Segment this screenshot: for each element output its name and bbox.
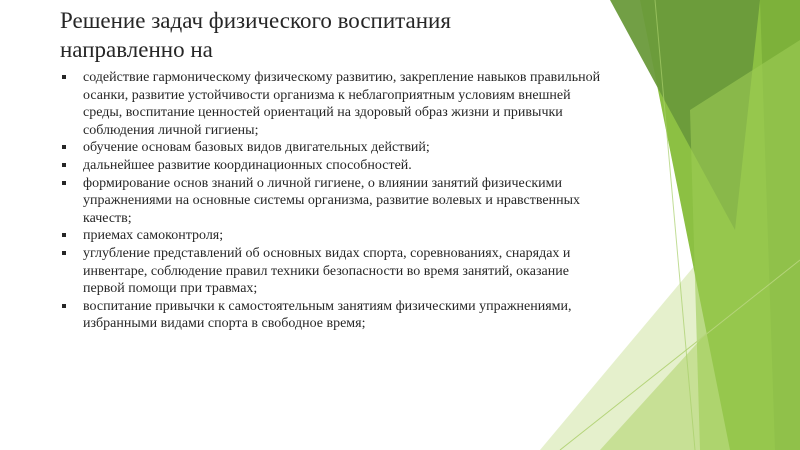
bullet-marker bbox=[62, 163, 66, 167]
slide-title bbox=[60, 6, 620, 64]
bullet-marker bbox=[62, 251, 66, 255]
list-item bbox=[62, 298, 602, 333]
task-list bbox=[62, 69, 602, 333]
list-item-text: дальнейшее развитие координационных способностей. bbox=[83, 157, 412, 173]
list-item bbox=[62, 175, 602, 228]
list-item bbox=[62, 139, 602, 157]
bullet-marker bbox=[62, 181, 66, 185]
bullet-marker bbox=[62, 304, 66, 308]
list-item-text: формирование основ знаний о личной гигиене, о влиянии занятий физическими упражнениями на основные системы организма, развитие волевых и нравственных качеств; bbox=[83, 175, 581, 226]
list-item-text: приемах самоконтроля; bbox=[83, 228, 224, 244]
list-item-text: содействие гармоническому физическому развитию, закрепление навыков правильной осанки, развитие устойчивости организма к неблагоприятным условиям внешней среды, воспитание ценностей ориентаций на здоровый образ жизни и привычки соблюдения личной гигиены; bbox=[83, 70, 601, 138]
list-item bbox=[62, 69, 602, 139]
list-item bbox=[62, 227, 602, 245]
list-item bbox=[62, 245, 602, 298]
list-item-text: обучение основам базовых видов двигательных действий; bbox=[83, 140, 430, 156]
title-line-1: Решение задач физического воспитания bbox=[60, 8, 451, 33]
list-item-text: углубление представлений об основных видах спорта, соревнованиях, снарядах и инвентаре, соблюдение правил техники безопасности во время занятий, оказание первой помощи при травмах; bbox=[83, 245, 571, 297]
translucent-green-band bbox=[690, 40, 800, 450]
bullet-marker bbox=[62, 145, 66, 149]
bullet-marker bbox=[62, 233, 66, 237]
title-line-2: направленно на bbox=[60, 37, 213, 62]
bullet-marker bbox=[62, 75, 66, 79]
list-item bbox=[62, 157, 602, 175]
list-item-text: воспитание привычки к самостоятельным занятиям физическими упражнениями, избранными видами спорта в свободное время; bbox=[83, 298, 572, 332]
